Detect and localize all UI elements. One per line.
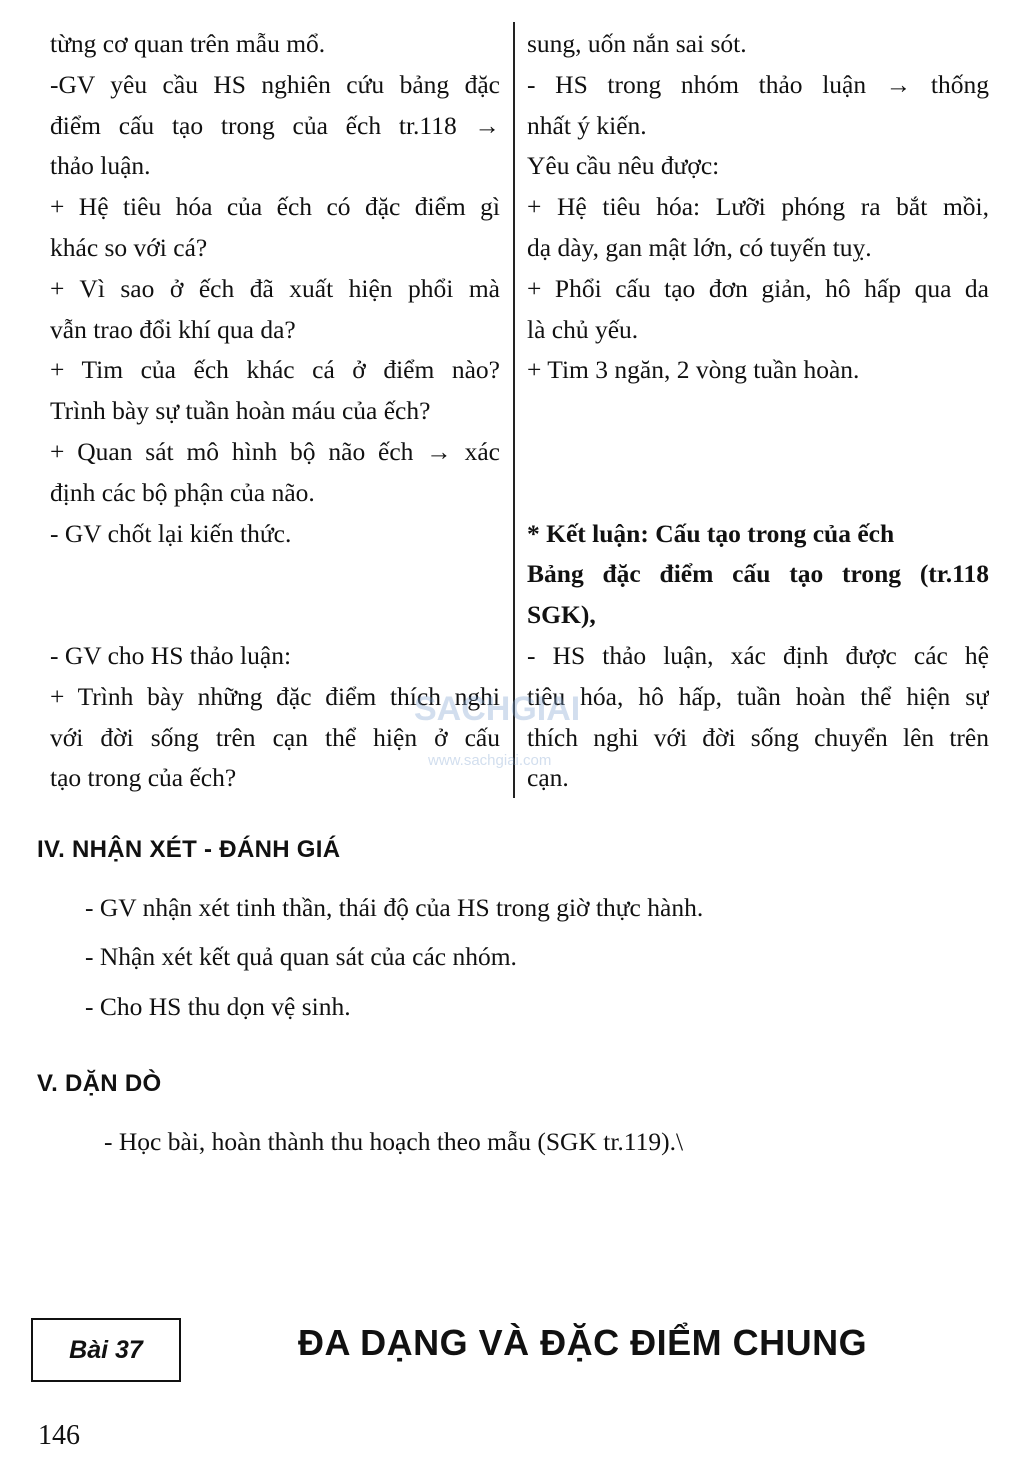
section-5-heading: V. DẶN DÒ: [37, 1070, 162, 1097]
left-line: + Trình bày những đặc điểm thích nghi: [50, 681, 500, 711]
left-line: [50, 595, 500, 636]
right-line: tiêu hóa, hô hấp, tuần hoàn thể hiện sự: [527, 681, 989, 711]
right-line: - HS thảo luận, xác định được các hệ: [527, 640, 989, 670]
left-line: thảo luận.: [50, 151, 151, 181]
right-line: nhất ý kiến.: [527, 110, 647, 140]
left-line: [50, 554, 500, 595]
right-line: [527, 473, 989, 514]
right-line: + Phổi cấu tạo đơn giản, hô hấp qua da: [527, 273, 989, 303]
right-line: dạ dày, gan mật lớn, có tuyến tuỵ.: [527, 232, 872, 262]
left-line: khác so với cá?: [50, 232, 208, 262]
student-activities-column: [527, 24, 989, 799]
left-line: với đời sống trên cạn thể hiện ở cấu: [50, 722, 500, 752]
left-line: + Vì sao ở ếch đã xuất hiện phổi mà: [50, 273, 500, 303]
left-line: từng cơ quan trên mẫu mổ.: [50, 29, 326, 58]
conclusion-text: SGK),: [527, 600, 596, 630]
section-4-item: - Nhận xét kết quả quan sát của các nhóm.: [85, 942, 517, 971]
left-line: điểm cấu tạo trong của ếch tr.118 →: [50, 110, 500, 140]
conclusion-text: Bảng đặc điểm cấu tạo trong (tr.118: [527, 559, 989, 589]
right-line: sung, uốn nắn sai sót.: [527, 29, 747, 58]
left-line: + Quan sát mô hình bộ não ếch → xác: [50, 436, 500, 466]
left-line: -GV yêu cầu HS nghiên cứu bảng đặc: [50, 69, 500, 99]
right-line: là chủ yếu.: [527, 314, 639, 344]
right-line: + Hệ tiêu hóa: Lưỡi phóng ra bắt mồi,: [527, 192, 989, 222]
left-line: + Tim của ếch khác cá ở điểm nào?: [50, 355, 500, 385]
left-line: định các bộ phận của não.: [50, 477, 315, 507]
section-4-item: - Cho HS thu dọn vệ sinh.: [85, 992, 351, 1021]
section-4-item: - GV nhận xét tinh thần, thái độ của HS trong giờ thực hành.: [85, 893, 704, 922]
page-number: 146: [38, 1420, 80, 1451]
right-line: - HS trong nhóm thảo luận → thống: [527, 69, 989, 99]
left-line: vẫn trao đổi khí qua da?: [50, 314, 296, 344]
right-line: [527, 391, 989, 432]
lesson-title: ĐA DẠNG VÀ ĐẶC ĐIỂM CHUNG: [298, 1322, 868, 1363]
watermark-url: www.sachgiai.com: [428, 752, 552, 769]
left-line: - GV chốt lại kiến thức.: [50, 518, 292, 548]
column-divider: [513, 22, 515, 798]
lesson-number-box: [31, 1318, 181, 1382]
right-line: + Tim 3 ngăn, 2 vòng tuần hoàn.: [527, 355, 860, 385]
right-line: thích nghi với đời sống chuyển lên trên: [527, 722, 989, 752]
left-line: Trình bày sự tuần hoàn máu của ếch?: [50, 396, 431, 426]
section-4-heading: IV. NHẬN XÉT - ĐÁNH GIÁ: [37, 836, 341, 863]
left-line: - GV cho HS thảo luận:: [50, 640, 292, 670]
section-5-item: - Học bài, hoàn thành thu hoạch theo mẫu (SGK tr.119).\: [104, 1127, 684, 1156]
lesson-number: Bài 37: [69, 1335, 143, 1364]
teacher-activities-column: [50, 24, 500, 799]
right-line: cạn.: [527, 763, 569, 793]
left-line: tạo trong của ếch?: [50, 763, 237, 793]
right-line: [527, 432, 989, 473]
watermark-brand: SACHGIAI: [414, 690, 581, 728]
right-line: Yêu cầu nêu được:: [527, 151, 720, 181]
left-line: + Hệ tiêu hóa của ếch có đặc điểm gì: [50, 192, 500, 222]
conclusion-heading: * Kết luận: Cấu tạo trong của ếch: [527, 518, 895, 548]
